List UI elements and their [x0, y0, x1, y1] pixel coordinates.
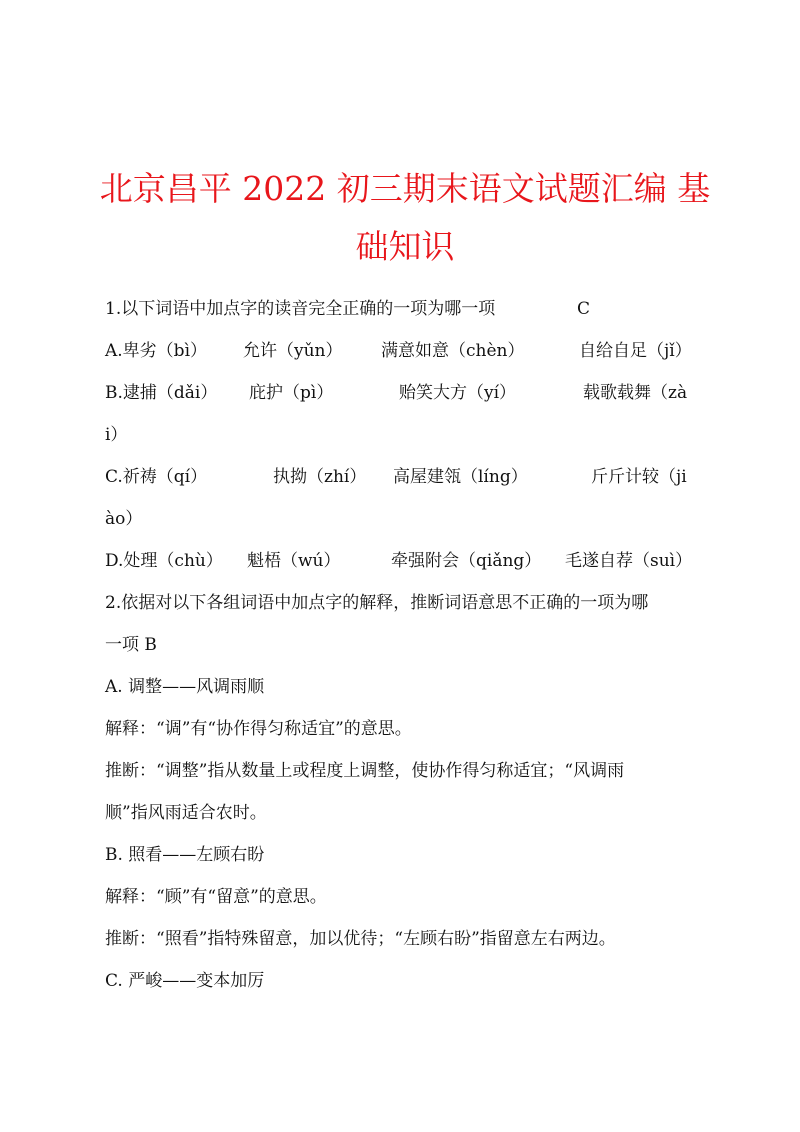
option-c-4: 斤斤计较（ji: [591, 467, 687, 487]
option-a-3: 满意如意（chèn）: [381, 341, 525, 361]
q2-b-heading: B. 照看——左顾右盼: [105, 845, 265, 865]
option-c-1: C.祈祷（qí）: [105, 467, 208, 487]
option-a-1: A.卑劣（bì）: [105, 341, 207, 361]
q1-option-c: [105, 465, 705, 489]
option-b-1: B.逮捕（dǎi）: [105, 383, 218, 403]
option-a-4: 自给自足（jǐ）: [579, 341, 692, 361]
q2-a-judgment-1: 推断：“调整”指从数量上或程度上调整，使协作得匀称适宜；“风调雨: [105, 761, 625, 781]
q1-stem-row: [105, 297, 705, 321]
option-c-cont: ào）: [105, 509, 143, 529]
q2-a-judgment-2: 顺”指风雨适合农时。: [105, 803, 267, 823]
q1-answer: C: [577, 299, 591, 319]
q2-c-heading: C. 严峻——变本加厉: [105, 971, 265, 991]
q1-stem: 1.以下词语中加点字的读音完全正确的一项为哪一项: [105, 299, 496, 319]
q1-option-b: [105, 381, 705, 405]
q2-a-heading: A. 调整——风调雨顺: [105, 677, 265, 697]
option-d-3: 牵强附会（qiǎng）: [391, 551, 542, 571]
page-title: 北京昌平 2022 初三期末语文试题汇编 基础知识: [99, 169, 711, 266]
q2-b-judgment: 推断：“照看”指特殊留意，加以优待；“左顾右盼”指留意左右两边。: [105, 929, 616, 949]
q2-stem-line2: 一项 B: [105, 635, 157, 655]
option-b-cont: i）: [105, 425, 128, 445]
option-b-3: 贻笑大方（yí）: [399, 383, 517, 403]
option-c-3: 高屋建瓴（líng）: [393, 467, 528, 487]
q2-stem-line1: 2.依据对以下各组词语中加点字的解释，推断词语意思不正确的一项为哪: [105, 593, 649, 613]
option-d-1: D.处理（chù）: [105, 551, 223, 571]
option-d-4: 毛遂自荐（suì）: [565, 551, 693, 571]
option-b-2: 庇护（pì）: [249, 383, 334, 403]
option-a-2: 允许（yǔn）: [243, 341, 343, 361]
option-c-2: 执拗（zhí）: [273, 467, 367, 487]
option-d-2: 魁梧（wú）: [247, 551, 341, 571]
option-b-4: 载歌载舞（zà: [583, 383, 688, 403]
q2-b-explanation: 解释：“顾”有“留意”的意思。: [105, 887, 327, 907]
q1-option-a: [105, 339, 705, 363]
q1-option-d: [105, 549, 705, 573]
q2-a-explanation: 解释：“调”有“协作得匀称适宜”的意思。: [105, 719, 412, 739]
